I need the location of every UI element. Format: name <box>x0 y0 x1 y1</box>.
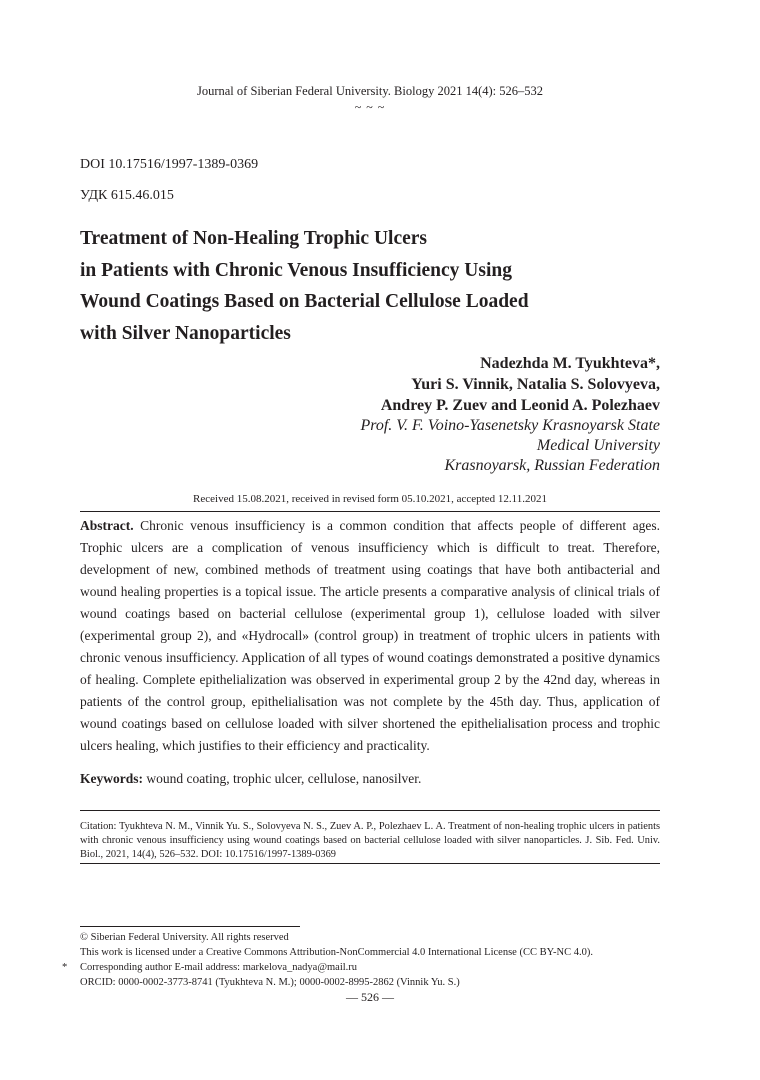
received-dates: Received 15.08.2021, received in revised form 05.10.2021, accepted 12.11.2021 <box>193 493 547 505</box>
affiliation-line: Krasnoyarsk, Russian Federation <box>444 457 660 474</box>
abstract <box>80 515 660 757</box>
asterisk-mark: * <box>62 962 68 973</box>
divider <box>80 511 660 512</box>
affiliation <box>360 416 660 476</box>
author-line: Andrey P. Zuev and Leonid A. Polezhaev <box>380 397 660 414</box>
keywords-text: wound coating, trophic ulcer, cellulose, nanosilver. <box>146 771 422 786</box>
keywords-label: Keywords: <box>80 771 143 786</box>
paper-title <box>80 223 660 349</box>
udk-line: УДК 615.46.015 <box>80 188 174 203</box>
title-line: Wound Coatings Based on Bacterial Cellulose Loaded <box>80 291 529 312</box>
corresponding-author-note: Corresponding author E-mail address: markelova_nadya@mail.ru <box>80 962 358 973</box>
affiliation-line: Prof. V. F. Voino-Yasenetsky Krasnoyarsk State <box>360 417 660 434</box>
title-line: Treatment of Non-Healing Trophic Ulcers <box>80 228 427 249</box>
abstract-label: Abstract. <box>80 518 134 533</box>
copyright-note: © Siberian Federal University. All rights reserved <box>80 932 289 943</box>
title-line: with Silver Nanoparticles <box>80 322 291 344</box>
orcid-note: ORCID: 0000-0002-3773-8741 (Tyukhteva N. M.); 0000-0002-8995-2862 (Vinnik Yu. S.) <box>80 977 460 988</box>
author-list <box>381 353 660 416</box>
footnotes <box>62 930 682 990</box>
footnote-divider <box>80 926 300 927</box>
citation-block: Citation: Tyukhteva N. M., Vinnik Yu. S., Solovyeva N. S., Zuev A. P., Polezhaev L. A. Treatment of non-healing trophic ulcers in patients with chronic venous insufficiency using wound coatings based on bacterial cellulose loaded with silver nanoparticles. J. Sib. Fed. Univ. Biol., 2021, 14(4), 526–532. DOI: 10.17516/1997-1389-0369 <box>80 821 660 860</box>
journal-header: Journal of Siberian Federal University. Biology 2021 14(4): 526–532 <box>196 84 543 98</box>
divider <box>80 810 660 811</box>
license-note: This work is licensed under a Creative Commons Attribution-NonCommercial 4.0 International License (CC BY-NC 4.0). <box>80 947 593 958</box>
header-ornament: ~ ~ ~ <box>354 100 386 114</box>
author-line: Yuri S. Vinnik, Natalia S. Solovyeva, <box>411 376 660 393</box>
title-line: in Patients with Chronic Venous Insufficiency Using <box>80 259 512 281</box>
author-line: Nadezhda M. Tyukhteva*, <box>480 355 660 372</box>
abstract-text: Chronic venous insufficiency is a common condition that affects people of different ages. Trophic ulcers are a complication of venous insufficiency which is difficult to treat. Therefore, development of new, combined methods of treatment using coatings that have both antibacterial and wound healing properties is a topical issue. The article presents a comparative analysis of clinical trials of wound coatings based on bacterial cellulose (experimental group 1), cellulose loaded with silver (experimental group 2), and «Hydrocall» (control group) in treatment of trophic ulcers in patients with chronic venous insufficiency. Application of all types of wound coatings demonstrated a positive dynamics of healing. Complete epithelialization was observed in experimental group 2 by the 42nd day, whereas in patients of the control group, epithelialisation was not complete by the 45th day. Thus, application of wound coatings based on cellulose loaded with silver shortened the epithelialisation process and trophic ulcers healing, which justifies to their efficiency and practicality. <box>80 518 661 753</box>
affiliation-line: Medical University <box>536 437 660 454</box>
keywords <box>80 771 660 787</box>
divider <box>80 863 660 864</box>
doi-line: DOI 10.17516/1997-1389-0369 <box>80 157 259 172</box>
page-number: — 526 — <box>346 990 394 1004</box>
